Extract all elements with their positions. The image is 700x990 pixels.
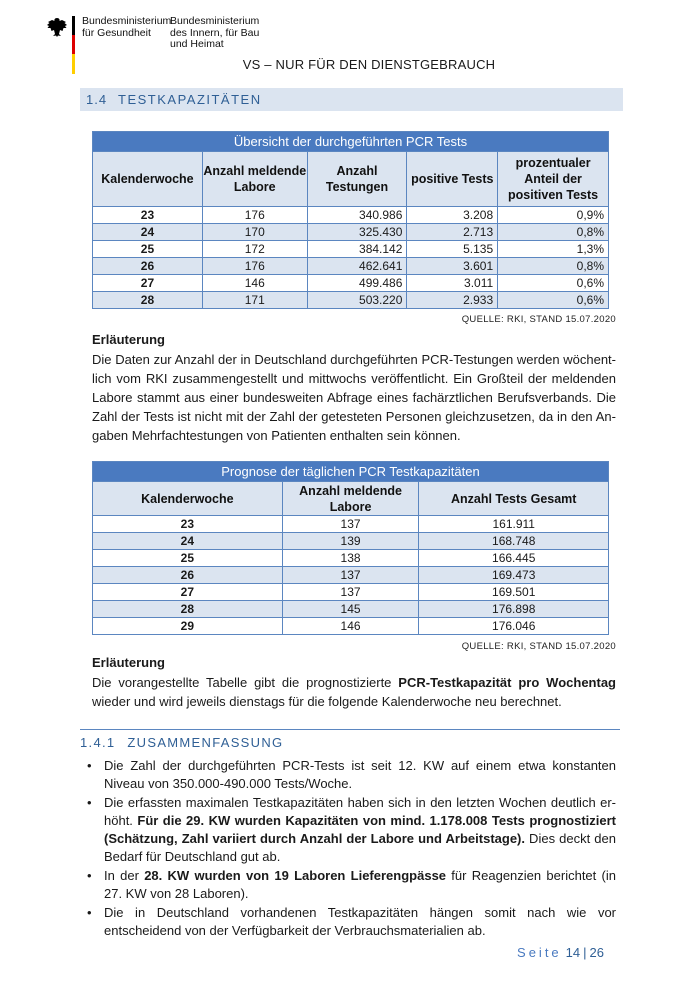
table-row bbox=[93, 533, 609, 550]
table-cell: 139 bbox=[282, 533, 419, 550]
table-cell: 172 bbox=[202, 241, 307, 258]
section-title: TESTKAPAZITÄTEN bbox=[118, 92, 262, 107]
table-cell: 176.046 bbox=[419, 618, 609, 635]
table-source: QUELLE: RKI, STAND 15.07.2020 bbox=[461, 641, 616, 652]
table-cell: 146 bbox=[282, 618, 419, 635]
table-cell: 137 bbox=[282, 584, 419, 601]
table-cell: 28 bbox=[93, 292, 203, 309]
table-cell: 503.220 bbox=[307, 292, 407, 309]
table-cell: 0,8% bbox=[498, 224, 609, 241]
table-cell: 24 bbox=[93, 533, 283, 550]
table-cell: 26 bbox=[93, 567, 283, 584]
table-cell: 25 bbox=[93, 241, 203, 258]
table-cell: 161.911 bbox=[419, 516, 609, 533]
list-item bbox=[84, 867, 616, 903]
table-cell: 1,3% bbox=[498, 241, 609, 258]
table-cell: 3.011 bbox=[407, 275, 498, 292]
table-cell: 384.142 bbox=[307, 241, 407, 258]
table-cell: 176 bbox=[202, 258, 307, 275]
column-header: Kalenderwoche bbox=[93, 152, 203, 207]
table-cell: 170 bbox=[202, 224, 307, 241]
list-item-text: für Reagenzien berichtet (in 27. KW von 28 Laboren). bbox=[104, 868, 616, 901]
list-item-emphasis: Für die 29. KW wurden Kapazitäten von mind. 1.178.008 Tests prognostiziert (Schätzung, Zahl variiert durch Anzahl der Labore und Arbeitstage). bbox=[104, 813, 616, 846]
explanation-heading: Erläuterung bbox=[92, 655, 165, 670]
total-pages: 26 bbox=[589, 945, 604, 960]
current-page: 14 bbox=[565, 945, 581, 960]
list-item-text: Die erfassten maximalen Testkapazitäten haben sich in den letzten Wochen deutlich erhöht. bbox=[104, 795, 616, 828]
table-row bbox=[93, 601, 609, 618]
table-cell: 2.713 bbox=[407, 224, 498, 241]
table-cell: 29 bbox=[93, 618, 283, 635]
table-cell: 499.486 bbox=[307, 275, 407, 292]
page-number bbox=[517, 945, 604, 960]
column-header: Kalenderwoche bbox=[93, 482, 283, 516]
explanation-emphasis: PCR-Testkapazität pro Wochentag bbox=[398, 675, 616, 690]
section-number: 1.4 bbox=[86, 92, 108, 107]
list-item bbox=[84, 904, 616, 940]
ministry-interior-name: Bundesministerium des Innern, für Bau und Heimat bbox=[170, 15, 260, 50]
table-cell: 145 bbox=[282, 601, 419, 618]
column-header: prozentualer Anteil der positiven Tests bbox=[498, 152, 609, 207]
table-cell: 3.601 bbox=[407, 258, 498, 275]
table-cell: 146 bbox=[202, 275, 307, 292]
table-row bbox=[93, 275, 609, 292]
table-cell: 3.208 bbox=[407, 207, 498, 224]
table-cell: 137 bbox=[282, 567, 419, 584]
table-cell: 0,6% bbox=[498, 275, 609, 292]
list-item-emphasis: 28. KW wurden von 19 Laboren Lieferengpässe bbox=[144, 868, 447, 883]
explanation-paragraph: Die Daten zur Anzahl der in Deutschland durchgeführten PCR-Testungen werden wöchentlich vom RKI zusammengestellt und mittwochs veröffentlicht. Ein Großteil der meldenden Labore stammt aus einer bundesweiten Abfrage eines fachärztlichen Berufsverbands. Die Zahl der Tests ist nicht mit der Zahl der getesteten Personen gleichzusetzen, da in den Angaben Mehrfachtestungen von Patienten enthalten sein können. bbox=[92, 352, 616, 443]
table-row bbox=[93, 258, 609, 275]
table-cell: 2.933 bbox=[407, 292, 498, 309]
table-row bbox=[93, 292, 609, 309]
column-header: Anzahl meldende Labore bbox=[282, 482, 419, 516]
table-cell: 171 bbox=[202, 292, 307, 309]
table-cell: 25 bbox=[93, 550, 283, 567]
table-caption: Prognose der täglichen PCR Testkapazitäten bbox=[93, 462, 609, 482]
table-cell: 176 bbox=[202, 207, 307, 224]
table-cell: 28 bbox=[93, 601, 283, 618]
table-cell: 166.445 bbox=[419, 550, 609, 567]
table-cell: 168.748 bbox=[419, 533, 609, 550]
section-divider bbox=[80, 729, 620, 730]
column-header: Anzahl Tests Gesamt bbox=[419, 482, 609, 516]
column-header: Anzahl Testungen bbox=[307, 152, 407, 207]
table-source: QUELLE: RKI, STAND 15.07.2020 bbox=[461, 314, 616, 325]
table-row bbox=[93, 207, 609, 224]
table-row bbox=[93, 550, 609, 567]
table-cell: 462.641 bbox=[307, 258, 407, 275]
table-row bbox=[93, 618, 609, 635]
table-cell: 24 bbox=[93, 224, 203, 241]
column-header: Anzahl meldende Labore bbox=[202, 152, 307, 207]
ministry-health-name: Bundesministerium für Gesundheit bbox=[82, 15, 172, 39]
table-cell: 137 bbox=[282, 516, 419, 533]
table-cell: 176.898 bbox=[419, 601, 609, 618]
classification-text: VS – NUR FÜR DEN DIENSTGEBRAUCH bbox=[242, 57, 496, 72]
explanation-paragraph bbox=[92, 673, 616, 711]
table-cell: 169.473 bbox=[419, 567, 609, 584]
table-cell: 138 bbox=[282, 550, 419, 567]
list-item bbox=[84, 757, 616, 793]
subsection-heading bbox=[80, 735, 283, 750]
page-label: Seite bbox=[517, 945, 562, 960]
summary-list bbox=[84, 757, 616, 941]
explanation-text: wieder und wird jeweils dienstags für die folgende Kalenderwoche neu berechnet. bbox=[92, 694, 562, 709]
page-separator: | bbox=[583, 945, 587, 960]
list-item-text: Dies deckt den Bedarf für Deutschland gut ab. bbox=[104, 831, 616, 864]
test-capacity-forecast-table bbox=[92, 461, 609, 635]
table-row bbox=[93, 241, 609, 258]
table-cell: 26 bbox=[93, 258, 203, 275]
column-header: positive Tests bbox=[407, 152, 498, 207]
table-caption: Übersicht der durchgeführten PCR Tests bbox=[93, 132, 609, 152]
list-item-text: Die Zahl der durchgeführten PCR-Tests ist seit 12. KW auf einem etwa konstanten Niveau von 350.000-490.000 Tests/Woche. bbox=[104, 758, 616, 791]
table-row bbox=[93, 224, 609, 241]
table-cell: 0,8% bbox=[498, 258, 609, 275]
table-cell: 169.501 bbox=[419, 584, 609, 601]
list-item-text: Die in Deutschland vorhandenen Testkapazitäten hängen somit nach wie vor entscheidend von der Verfügbarkeit der Verbrauchsmaterialien ab. bbox=[104, 905, 616, 938]
subsection-title: ZUSAMMENFASSUNG bbox=[127, 735, 284, 750]
table-cell: 5.135 bbox=[407, 241, 498, 258]
subsection-number: 1.4.1 bbox=[80, 735, 116, 750]
explanation-text: Die vorangestellte Tabelle gibt die prognostizierte bbox=[92, 675, 399, 690]
table-cell: 27 bbox=[93, 584, 283, 601]
table-row bbox=[93, 584, 609, 601]
explanation-heading: Erläuterung bbox=[92, 332, 165, 347]
table-cell: 23 bbox=[93, 207, 203, 224]
table-cell: 0,6% bbox=[498, 292, 609, 309]
table-row bbox=[93, 516, 609, 533]
pcr-tests-table bbox=[92, 131, 609, 309]
table-cell: 27 bbox=[93, 275, 203, 292]
classification-label bbox=[0, 57, 700, 72]
list-item bbox=[84, 794, 616, 866]
table-cell: 23 bbox=[93, 516, 283, 533]
table-row bbox=[93, 567, 609, 584]
section-heading bbox=[80, 88, 623, 111]
table-cell: 325.430 bbox=[307, 224, 407, 241]
table-cell: 340.986 bbox=[307, 207, 407, 224]
table-cell: 0,9% bbox=[498, 207, 609, 224]
list-item-text: In der bbox=[104, 868, 145, 883]
federal-eagle-icon bbox=[46, 16, 68, 38]
